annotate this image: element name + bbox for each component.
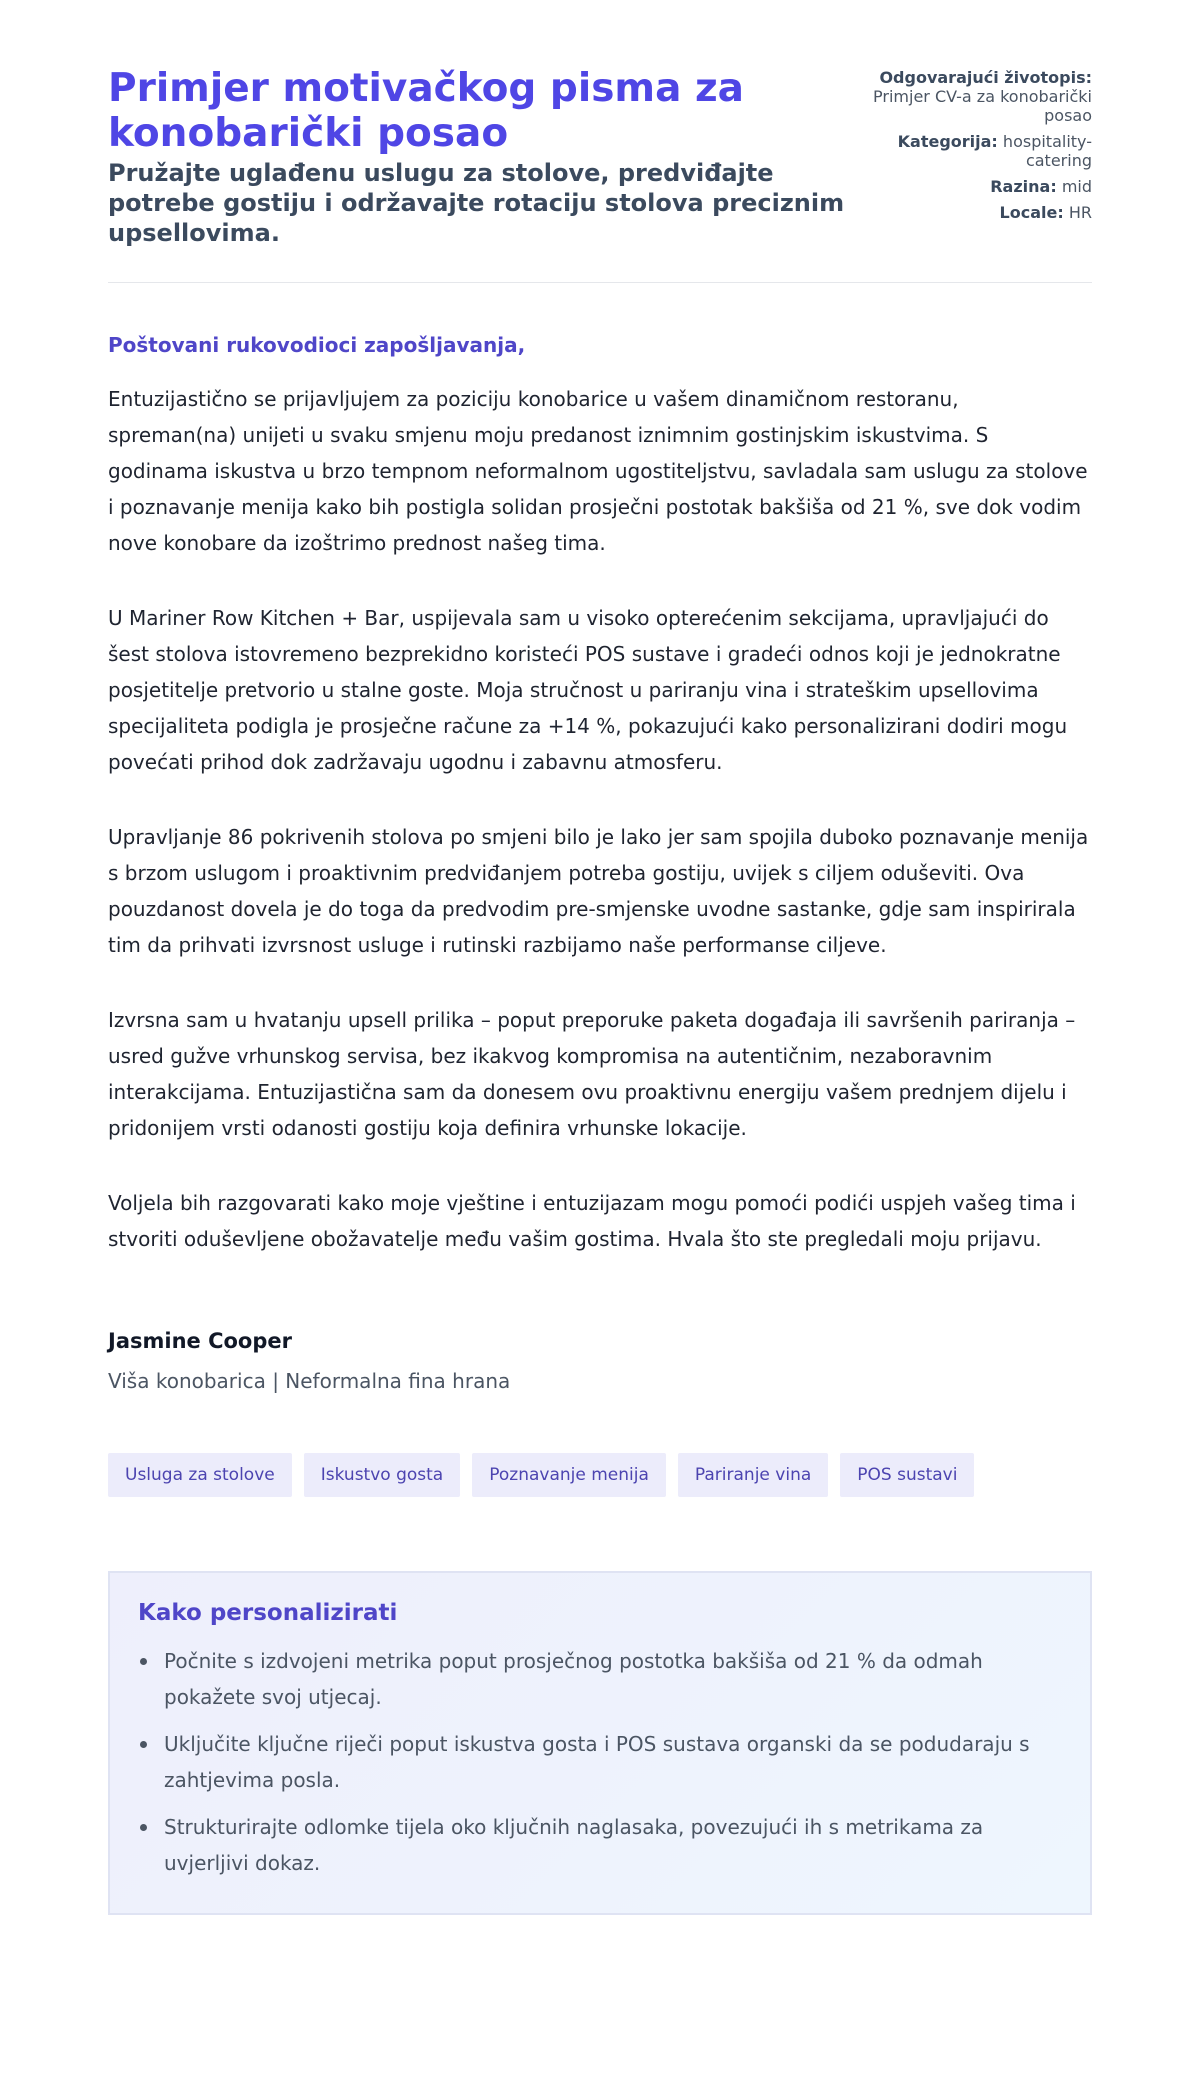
skill-tag: Poznavanje menija: [472, 1453, 666, 1497]
header-titles: [108, 66, 848, 248]
letter-body: [108, 331, 1092, 1395]
meta-matching-resume: [872, 68, 1092, 125]
skill-tag: Pariranje vina: [678, 1453, 828, 1497]
meta-value: HR: [1068, 203, 1092, 222]
letter-paragraph: Entuzijastično se prijavljujem za poziciju konobarice u vašem dinamičnom restoranu, spreman(na) unijeti u svaku smjenu moju predanost iznimnim gostinjskim iskustvima. S godinama iskustva u brzo tempnom neformalnom ugostiteljstvu, savladala sam uslugu za stolove i poznavanje menija kako bih postigla solidan prosječni postotak bakšiša od 21 %, sve dok vodim nove konobare da izoštrimo prednost našeg tima.: [108, 387, 1088, 555]
letter-paragraph: Izvrsna sam u hvatanju upsell prilika – poput preporuke paketa događaja ili savršenih pariranja – usred gužve vrhunskog servisa, bez ikakvog kompromisa na autentičnim, nezaboravnim interakcijama. Entuzijastična sam da donesem ovu proaktivnu energiju vašem prednjem dijelu i pridonijem vrsti odanosti gostiju koja definira vrhunske lokacije.: [108, 1008, 1076, 1140]
letter-paragraph: U Mariner Row Kitchen + Bar, uspijevala sam u visoko opterećenim sekcijama, upravljajući do šest stolova istovremeno bezprekidno koristeći POS sustave i gradeći odnos koji je jednokratne posjetitelje pretvorio u stalne goste. Moja stručnost u pariranju vina i strateškim upsellovima specijaliteta podigla je prosječne račune za +14 %, pokazujući kako personalizirani dodiri mogu povećati prihod dok zadržavaju ugodnu i zabavnu atmosferu.: [108, 606, 1068, 774]
metadata-panel: [872, 68, 1092, 229]
signature-role: Viša konobarica | Neformalna fina hrana: [108, 1369, 511, 1393]
meta-key: Odgovarajući životopis:: [879, 68, 1092, 87]
page-header: [108, 66, 1092, 283]
meta-value: hospitality-catering: [1002, 132, 1092, 170]
tip-item: [138, 1809, 1062, 1881]
tips-list: [138, 1643, 1062, 1881]
bullet-icon: [140, 1824, 147, 1831]
letter-greeting: Poštovani rukovodioci zapošljavanja,: [108, 333, 526, 357]
signature-block: [108, 1327, 1092, 1395]
tip-text: Uključite ključne riječi poput iskustva gosta i POS sustava organski da se podudaraju s zahtjevima posla.: [164, 1732, 1030, 1792]
meta-value: mid: [1061, 177, 1092, 196]
page-title: Primjer motivačkog pisma za konobarički posao: [108, 66, 744, 156]
tip-text: Počnite s izdvojeni metrika poput prosječnog postotka bakšiša od 21 % da odmah pokažete svoj utjecaj.: [164, 1649, 983, 1709]
page-subtitle: Pružajte uglađenu uslugu za stolove, predviđajte potrebe gostiju i održavajte rotaciju stolova preciznim upsellovima.: [108, 159, 845, 247]
skill-tag: POS sustavi: [840, 1453, 974, 1497]
meta-key: Kategorija:: [897, 132, 998, 151]
tips-title: Kako personalizirati: [138, 1600, 398, 1626]
tip-item: [138, 1643, 1062, 1715]
tip-item: [138, 1726, 1062, 1798]
letter-paragraph: Upravljanje 86 pokrivenih stolova po smjeni bilo je lako jer sam spojila duboko poznavanje menija s brzom uslugom i proaktivnim predviđanjem potreba gostiju, uvijek s ciljem oduševiti. Ova pouzdanost dovela je do toga da predvodim pre-smjenske uvodne sastanke, gdje sam inspirirala tim da prihvati izvrsnost usluge i rutinski razbijamo naše performanse ciljeve.: [108, 825, 1089, 957]
skill-tags: [108, 1453, 1092, 1497]
tip-text: Strukturirajte odlomke tijela oko ključnih naglasaka, povezujući ih s metrikama za uvjerljivi dokaz.: [164, 1815, 984, 1875]
signature-name: Jasmine Cooper: [108, 1329, 292, 1353]
skill-tag: Iskustvo gosta: [304, 1453, 461, 1497]
skill-tag: Usluga za stolove: [108, 1453, 292, 1497]
bullet-icon: [140, 1658, 147, 1665]
personalization-tips-box: [108, 1571, 1092, 1915]
bullet-icon: [140, 1741, 147, 1748]
meta-key: Locale:: [999, 203, 1064, 222]
meta-key: Razina:: [990, 177, 1057, 196]
meta-level: [872, 177, 1092, 196]
meta-locale: [872, 203, 1092, 222]
meta-value-resume-link[interactable]: Primjer CV-a za konobarički posao: [873, 87, 1092, 125]
letter-paragraph: Voljela bih razgovarati kako moje vještine i entuzijazam mogu pomoći podići uspjeh vašeg tima i stvoriti oduševljene obožavatelje među vašim gostima. Hvala što ste pregledali moju prijavu.: [108, 1191, 1076, 1251]
meta-category: [872, 132, 1092, 170]
